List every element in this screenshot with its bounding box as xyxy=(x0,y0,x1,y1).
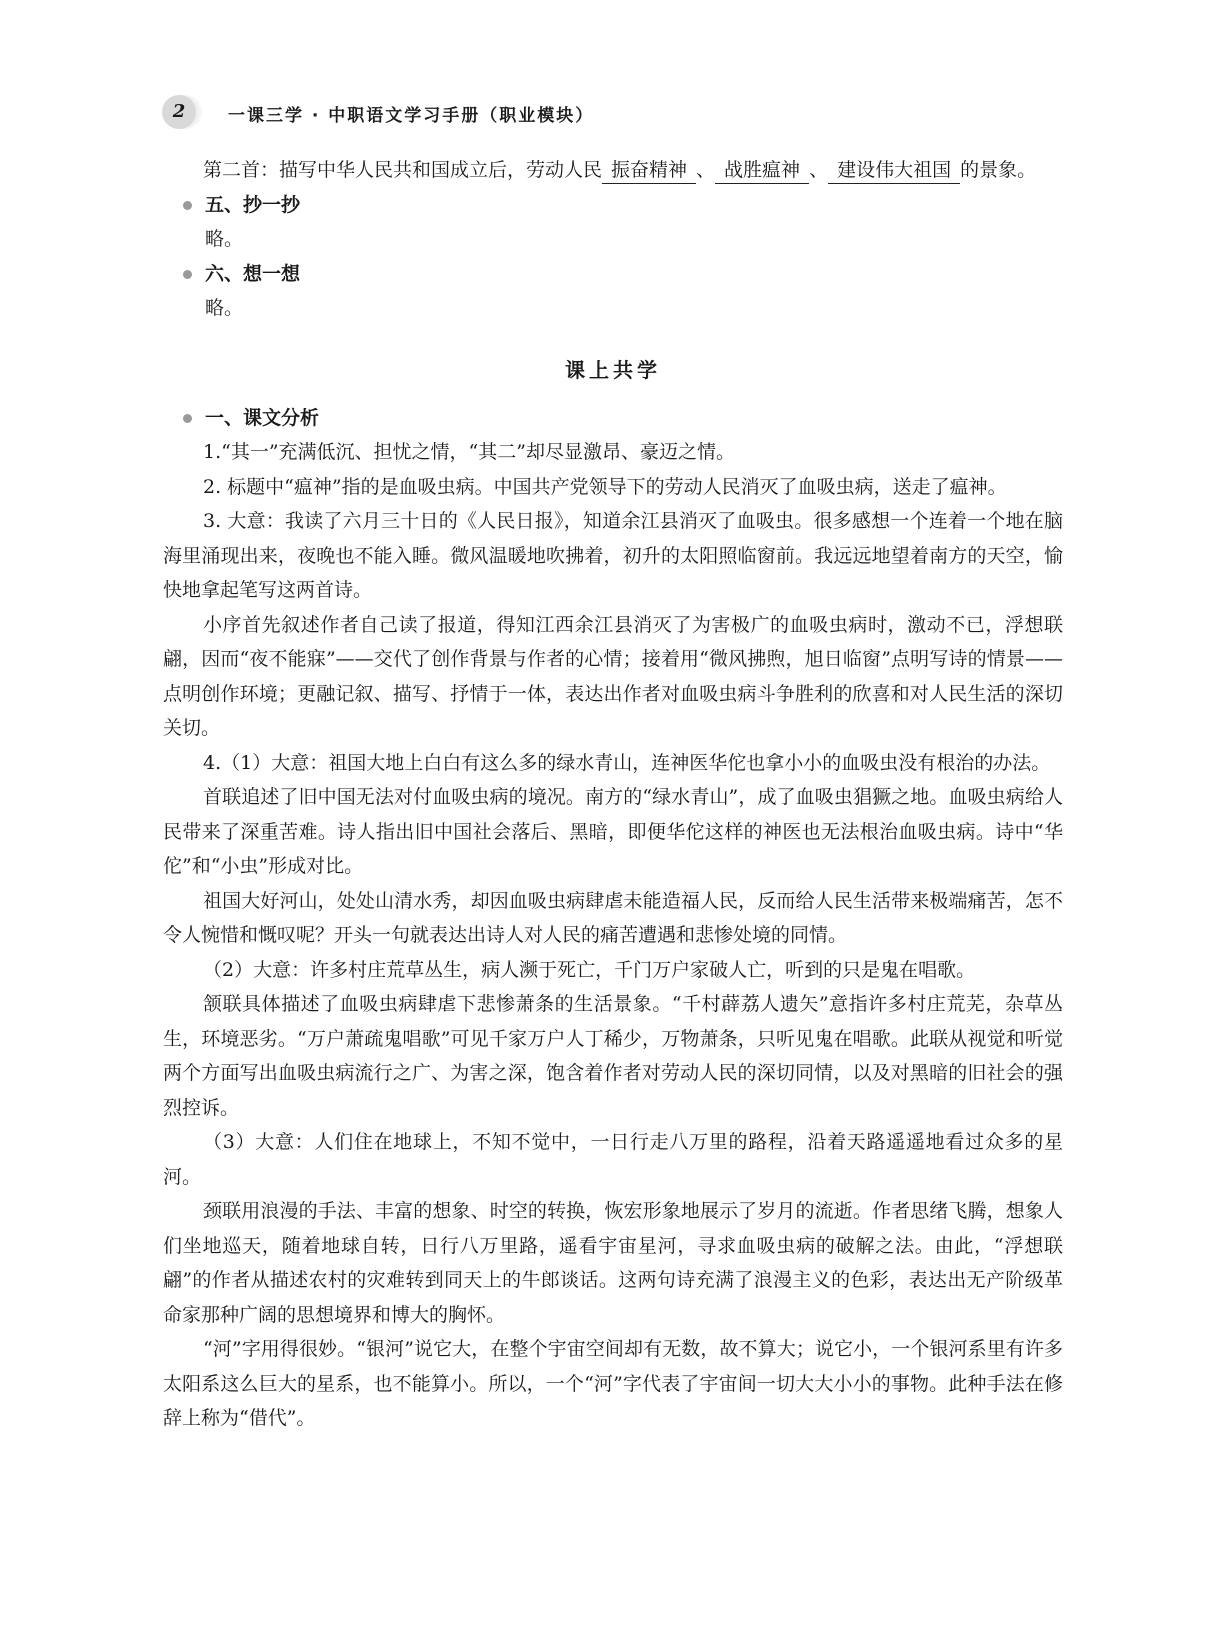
intro-text-pre: 第二首：描写中华人民共和国成立后，劳动人民 xyxy=(203,159,603,181)
analysis-paragraph: 颔联具体描述了血吸虫病肆虐下悲惨萧条的生活景象。“千村薜荔人遗矢”意指许多村庄荒芜，杂草丛生，环境恶劣。“万户萧疏鬼唱歌”可见千家万户人丁稀少，万物萧条，只听见鬼在唱歌。此联从视觉和听觉两个方面写出血吸虫病流行之广、为害之深，饱含着作者对劳动人民的深切同情，以及对黑暗的旧社会的强烈控诉。 xyxy=(163,993,1063,1119)
analysis-paragraph: 4.（1）大意：祖国大地上白白有这么多的绿水青山，连神医华佗也拿小小的血吸虫没有根治的办法。 xyxy=(203,751,1051,774)
part-title: 课上共学 xyxy=(565,357,661,382)
fill-blank-2: 战胜瘟神 xyxy=(715,157,809,184)
section-heading-think: 六、想一想 xyxy=(183,257,1063,292)
page-number: 2 xyxy=(162,95,196,129)
section-heading-analysis: 一、课文分析 xyxy=(183,401,1063,436)
book-title: 一课三学 · 中职语文学习手册（职业模块） xyxy=(228,106,595,126)
analysis-paragraph: 首联追述了旧中国无法对付血吸虫病的境况。南方的“绿水青山”，成了血吸虫猖獗之地。血吸虫病给人民带来了深重苦难。诗人指出旧中国社会落后、黑暗，即便华佗这样的神医也无法根治血吸虫病。诗中“华佗”和“小虫”形成对比。 xyxy=(163,786,1063,877)
section-body-copy: 略。 xyxy=(205,228,244,250)
section-heading-copy: 五、抄一抄 xyxy=(183,188,1063,223)
analysis-paragraph: 1.“其一”充满低沉、担忧之情，“其二”却尽显激昂、豪迈之情。 xyxy=(203,441,735,463)
page-content xyxy=(163,153,1063,1436)
separator: 、 xyxy=(696,159,716,181)
intro-paragraph xyxy=(163,153,1063,188)
intro-text-post: 的景象。 xyxy=(960,159,1037,181)
analysis-paragraph: （2）大意：许多村庄荒草丛生，病人濒于死亡，千门万户家破人亡，听到的只是鬼在唱歌。 xyxy=(203,958,976,981)
analysis-paragraph: 颈联用浪漫的手法、丰富的想象、时空的转换，恢宏形象地展示了岁月的流逝。作者思绪飞腾，想象人们坐地巡天，随着地球自转，日行八万里路，遥看宇宙星河，寻求血吸虫病的破解之法。由此，“浮想联翩”的作者从描述农村的灾难转到同天上的牛郎谈话。这两句诗充满了浪漫主义的色彩，表达出无产阶级革命家那种广阔的思想境界和博大的胸怀。 xyxy=(163,1200,1063,1326)
page-header xyxy=(162,95,1062,129)
fill-blank-3: 建设伟大祖国 xyxy=(828,157,960,184)
analysis-paragraph: 祖国大好河山，处处山清水秀，却因血吸虫病肆虐未能造福人民，反而给人民生活带来极端痛苦，怎不令人惋惜和慨叹呢？开头一句就表达出诗人对人民的痛苦遭遇和悲惨处境的同情。 xyxy=(163,889,1063,946)
analysis-paragraph: （3）大意：人们住在地球上，不知不觉中，一日行走八万里的路程，沿着天路遥遥地看过众多的星河。 xyxy=(163,1131,1063,1188)
analysis-paragraph: 2. 标题中“瘟神”指的是血吸虫病。中国共产党领导下的劳动人民消灭了血吸虫病，送走了瘟神。 xyxy=(203,475,1007,498)
analysis-paragraph: 3. 大意：我读了六月三十日的《人民日报》，知道余江县消灭了血吸虫。很多感想一个连着一个地在脑海里涌现出来，夜晚也不能入睡。微风温暖地吹拂着，初升的太阳照临窗前。我远远地望着南方的天空，愉快地拿起笔写这两首诗。 xyxy=(163,510,1063,601)
analysis-paragraph: “河”字用得很妙。“银河”说它大，在整个宇宙空间却有无数，故不算大；说它小，一个银河系里有许多太阳系这么巨大的星系，也不能算小。所以，一个“河”字代表了宇宙间一切大大小小的事物。此种手法在修辞上称为“借代”。 xyxy=(163,1338,1063,1429)
separator: 、 xyxy=(809,159,829,181)
analysis-paragraph: 小序首先叙述作者自己读了报道，得知江西余江县消灭了为害极广的血吸虫病时，激动不已，浮想联翩，因而“夜不能寐”——交代了创作背景与作者的心情；接着用“微风拂煦，旭日临窗”点明写诗的情景——点明创作环境；更融记叙、描写、抒情于一体，表达出作者对血吸虫病斗争胜利的欣喜和对人民生活的深切关切。 xyxy=(163,613,1063,739)
section-body-think: 略。 xyxy=(205,297,244,319)
fill-blank-1: 振奋精神 xyxy=(602,157,696,184)
